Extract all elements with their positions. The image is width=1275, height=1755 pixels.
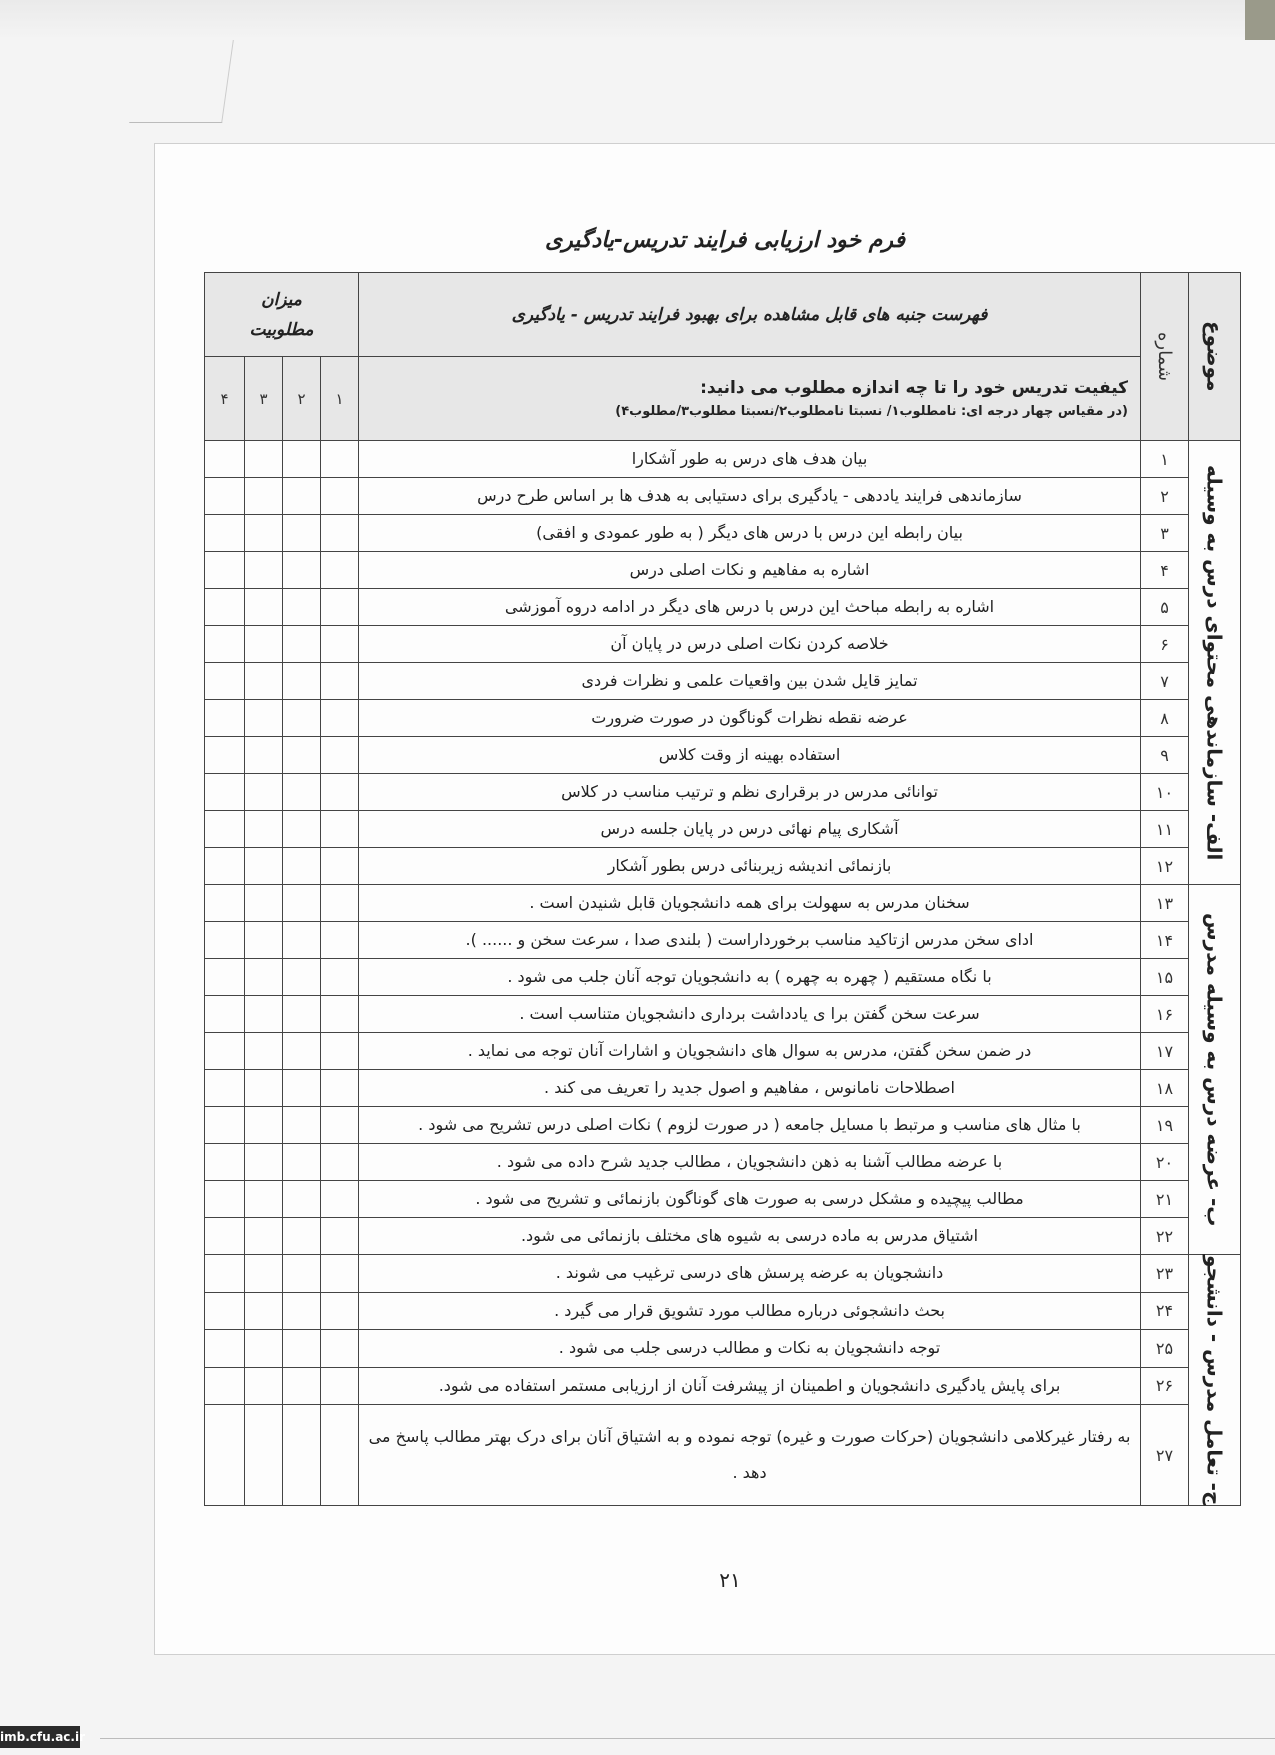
score-cell-3[interactable]: [245, 885, 283, 922]
score-cell-3[interactable]: [245, 848, 283, 885]
score-cell-1[interactable]: [321, 1330, 359, 1368]
form-title: فرم خود ارزیابی فرایند تدریس-یادگیری: [544, 228, 906, 253]
score-cell-1[interactable]: [321, 811, 359, 848]
item-number: ۲۲: [1141, 1218, 1189, 1255]
item-row: [205, 478, 1241, 515]
score-cell-4[interactable]: [205, 1292, 245, 1330]
score-cell-4[interactable]: [205, 737, 245, 774]
score-cell-2[interactable]: [283, 700, 321, 737]
item-row: [205, 996, 1241, 1033]
item-text: اصطلاحات نامانوس ، مفاهیم و اصول جدید را تعریف می کند .: [359, 1070, 1141, 1107]
score-cell-3[interactable]: [245, 478, 283, 515]
score-cell-1[interactable]: [321, 700, 359, 737]
item-row: [205, 552, 1241, 589]
item-row: [205, 663, 1241, 700]
score-cell-1[interactable]: [321, 885, 359, 922]
item-text: بیان هدف های درس به طور آشکارا: [359, 441, 1141, 478]
score-cell-4[interactable]: [205, 811, 245, 848]
score-cell-2[interactable]: [283, 959, 321, 996]
item-text: سرعت سخن گفتن برا ی یادداشت برداری دانشجویان متناسب است .: [359, 996, 1141, 1033]
site-watermark: imb.cfu.ac.ir: [0, 1726, 80, 1748]
score-cell-1[interactable]: [321, 774, 359, 811]
score-col-4: ۴: [205, 357, 245, 441]
item-row: [205, 1218, 1241, 1255]
score-cell-2[interactable]: [283, 1367, 321, 1405]
score-cell-1[interactable]: [321, 663, 359, 700]
score-cell-4[interactable]: [205, 1181, 245, 1218]
score-cell-4[interactable]: [205, 885, 245, 922]
item-row: [205, 1070, 1241, 1107]
score-col-1: ۱: [321, 357, 359, 441]
header-row-2: [205, 357, 1241, 441]
item-text: در ضمن سخن گفتن، مدرس به سوال های دانشجویان و اشارات آنان توجه می نماید .: [359, 1033, 1141, 1070]
score-cell-3[interactable]: [245, 1181, 283, 1218]
question-text: کیفیت تدریس خود را تا چه اندازه مطلوب می دانید:: [700, 378, 1129, 398]
item-text: با نگاه مستقیم ( چهره به چهره ) به دانشجویان توجه آنان جلب می شود .: [359, 959, 1141, 996]
score-cell-2[interactable]: [283, 589, 321, 626]
item-number: ۱۰: [1141, 774, 1189, 811]
item-number: ۲۱: [1141, 1181, 1189, 1218]
item-number: ۴: [1141, 552, 1189, 589]
score-cell-3[interactable]: [245, 1405, 283, 1506]
scan-top-edge: [0, 0, 1275, 40]
score-cell-1[interactable]: [321, 1255, 359, 1293]
item-number: ۳: [1141, 515, 1189, 552]
score-cell-4[interactable]: [205, 848, 245, 885]
score-cell-4[interactable]: [205, 1405, 245, 1506]
section-label: الف- سازماندهی محتوای درس به وسیله: [1202, 464, 1227, 861]
score-header: میزان مطلوبیت: [205, 273, 359, 357]
section-label: ب- عرضه درس به وسیله مدرس: [1202, 912, 1227, 1227]
item-text: استفاده بهینه از وقت کلاس: [359, 737, 1141, 774]
score-cell-4[interactable]: [205, 478, 245, 515]
score-cell-1[interactable]: [321, 1107, 359, 1144]
score-cell-4[interactable]: [205, 774, 245, 811]
score-cell-3[interactable]: [245, 589, 283, 626]
item-text: اشتیاق مدرس به ماده درسی به شیوه های مختلف بازنمائی می شود.: [359, 1218, 1141, 1255]
item-number: ۱۴: [1141, 922, 1189, 959]
item-number: ۱۱: [1141, 811, 1189, 848]
item-text: بازنمائی اندیشه زیربنائی درس بطور آشکار: [359, 848, 1141, 885]
score-cell-4[interactable]: [205, 1107, 245, 1144]
item-number: ۱۸: [1141, 1070, 1189, 1107]
score-cell-1[interactable]: [321, 1070, 359, 1107]
item-number: ۱۲: [1141, 848, 1189, 885]
score-cell-1[interactable]: [321, 515, 359, 552]
item-number: ۵: [1141, 589, 1189, 626]
score-cell-2[interactable]: [283, 441, 321, 478]
score-cell-3[interactable]: [245, 515, 283, 552]
item-number: ۱۷: [1141, 1033, 1189, 1070]
item-number: ۹: [1141, 737, 1189, 774]
score-cell-2[interactable]: [283, 1033, 321, 1070]
score-cell-4[interactable]: [205, 1367, 245, 1405]
score-cell-2[interactable]: [283, 1181, 321, 1218]
item-number: ۸: [1141, 700, 1189, 737]
item-row: [205, 1107, 1241, 1144]
score-cell-2[interactable]: [283, 996, 321, 1033]
score-cell-3[interactable]: [245, 959, 283, 996]
score-cell-3[interactable]: [245, 774, 283, 811]
score-cell-1[interactable]: [321, 1367, 359, 1405]
score-cell-4[interactable]: [205, 922, 245, 959]
item-text: برای پایش یادگیری دانشجویان و اطمینان از پیشرفت آنان از ارزیابی مستمر استفاده می شود.: [359, 1367, 1141, 1405]
score-cell-4[interactable]: [205, 1218, 245, 1255]
score-cell-4[interactable]: [205, 1330, 245, 1368]
evaluation-table: [204, 272, 1241, 1506]
scan-bottom-edge: [100, 1738, 1275, 1739]
item-text: بحث دانشجوئی درباره مطالب مورد تشویق قرار می گیرد .: [359, 1292, 1141, 1330]
item-text: توجه دانشجویان به نکات و مطالب درسی جلب می شود .: [359, 1330, 1141, 1368]
score-cell-3[interactable]: [245, 1218, 283, 1255]
score-cell-3[interactable]: [245, 700, 283, 737]
item-number: ۲۷: [1141, 1405, 1189, 1506]
score-cell-1[interactable]: [321, 1218, 359, 1255]
score-cell-1[interactable]: [321, 552, 359, 589]
score-cell-3[interactable]: [245, 626, 283, 663]
score-cell-3[interactable]: [245, 1367, 283, 1405]
score-cell-2[interactable]: [283, 1070, 321, 1107]
item-row: [205, 959, 1241, 996]
score-cell-1[interactable]: [321, 441, 359, 478]
score-cell-4[interactable]: [205, 1144, 245, 1181]
item-row: [205, 515, 1241, 552]
item-row: [205, 441, 1241, 478]
score-cell-1[interactable]: [321, 478, 359, 515]
score-cell-4[interactable]: [205, 700, 245, 737]
score-cell-2[interactable]: [283, 1107, 321, 1144]
page-number: ۲۱: [719, 1568, 741, 1592]
item-text: بیان رابطه این درس با درس های دیگر ( به طور عمودی و افقی): [359, 515, 1141, 552]
score-cell-3[interactable]: [245, 1255, 283, 1293]
item-row: [205, 885, 1241, 922]
item-row: [205, 811, 1241, 848]
item-number: ۲: [1141, 478, 1189, 515]
item-text: اشاره به رابطه مباحث این درس با درس های دیگر در ادامه دروه آموزشی: [359, 589, 1141, 626]
item-row: [205, 1367, 1241, 1405]
score-cell-4[interactable]: [205, 1255, 245, 1293]
score-cell-3[interactable]: [245, 1033, 283, 1070]
score-cell-2[interactable]: [283, 1405, 321, 1506]
score-cell-3[interactable]: [245, 1070, 283, 1107]
item-text: با مثال های مناسب و مرتبط با مسایل جامعه ( در صورت لزوم ) نکات اصلی درس تشریح می شود .: [359, 1107, 1141, 1144]
number-header: شماره: [1141, 273, 1189, 441]
section-label-cell: [1189, 885, 1241, 1255]
score-cell-4[interactable]: [205, 552, 245, 589]
score-cell-1[interactable]: [321, 848, 359, 885]
item-text: خلاصه کردن نکات اصلی درس در پایان آن: [359, 626, 1141, 663]
score-col-2: ۲: [283, 357, 321, 441]
item-text: عرضه نقطه نظرات گوناگون در صورت ضرورت: [359, 700, 1141, 737]
item-row: [205, 1405, 1241, 1506]
item-text: به رفتار غیرکلامی دانشجویان (حرکات صورت و غیره) توجه نموده و به اشتیاق آنان برای درک بهتر مطالب پاسخ می دهد .: [359, 1405, 1141, 1506]
score-cell-3[interactable]: [245, 1144, 283, 1181]
item-text: اشاره به مفاهیم و نکات اصلی درس: [359, 552, 1141, 589]
score-cell-1[interactable]: [321, 626, 359, 663]
item-row: [205, 589, 1241, 626]
item-row: [205, 1181, 1241, 1218]
score-cell-1[interactable]: [321, 1292, 359, 1330]
score-cell-2[interactable]: [283, 774, 321, 811]
score-cell-3[interactable]: [245, 441, 283, 478]
item-number: ۱۹: [1141, 1107, 1189, 1144]
item-text: مطالب پیچیده و مشکل درسی به صورت های گوناگون بازنمائی و تشریح می شود .: [359, 1181, 1141, 1218]
score-cell-4[interactable]: [205, 626, 245, 663]
item-text: تمایز قایل شدن بین واقعیات علمی و نظرات فردی: [359, 663, 1141, 700]
scan-corner-shade: [1245, 0, 1275, 40]
score-cell-1[interactable]: [321, 959, 359, 996]
score-cell-2[interactable]: [283, 922, 321, 959]
section-label-cell: [1189, 1255, 1241, 1506]
item-row: [205, 774, 1241, 811]
score-cell-2[interactable]: [283, 478, 321, 515]
score-cell-2[interactable]: [283, 552, 321, 589]
item-number: ۲۵: [1141, 1330, 1189, 1368]
score-cell-2[interactable]: [283, 737, 321, 774]
item-text: سخنان مدرس به سهولت برای همه دانشجویان قابل شنیدن است .: [359, 885, 1141, 922]
question-header: [359, 357, 1141, 441]
item-number: ۷: [1141, 663, 1189, 700]
score-cell-2[interactable]: [283, 885, 321, 922]
paper-curl: [129, 40, 234, 123]
score-cell-4[interactable]: [205, 441, 245, 478]
item-text: توانائی مدرس در برقراری نظم و ترتیب مناسب در کلاس: [359, 774, 1141, 811]
item-number: ۱: [1141, 441, 1189, 478]
item-text: دانشجویان به عرضه پرسش های درسی ترغیب می شوند .: [359, 1255, 1141, 1293]
score-cell-3[interactable]: [245, 996, 283, 1033]
score-cell-1[interactable]: [321, 1405, 359, 1506]
item-row: [205, 1330, 1241, 1368]
score-cell-4[interactable]: [205, 996, 245, 1033]
item-number: ۲۴: [1141, 1292, 1189, 1330]
score-cell-1[interactable]: [321, 922, 359, 959]
score-cell-3[interactable]: [245, 1330, 283, 1368]
score-cell-2[interactable]: [283, 1255, 321, 1293]
item-row: [205, 1292, 1241, 1330]
item-text: سازماندهی فرایند یاددهی - یادگیری برای دستیابی به هدف ها بر اساس طرح درس: [359, 478, 1141, 515]
score-cell-2[interactable]: [283, 1144, 321, 1181]
item-row: [205, 737, 1241, 774]
score-cell-2[interactable]: [283, 848, 321, 885]
scale-text: (در مقیاس چهار درجه ای: نامطلوب۱/ نسبتا نامطلوب۲/نسبتا مطلوب۳/مطلوب۴): [615, 404, 1129, 419]
item-number: ۶: [1141, 626, 1189, 663]
score-cell-4[interactable]: [205, 663, 245, 700]
score-cell-1[interactable]: [321, 1144, 359, 1181]
score-cell-1[interactable]: [321, 1181, 359, 1218]
item-text: آشکاری پیام نهائی درس در پایان جلسه درس: [359, 811, 1141, 848]
score-cell-1[interactable]: [321, 996, 359, 1033]
score-cell-4[interactable]: [205, 1070, 245, 1107]
item-text: ادای سخن مدرس ازتاکید مناسب برخورداراست ( بلندی صدا ، سرعت سخن و ...... ).: [359, 922, 1141, 959]
score-cell-3[interactable]: [245, 663, 283, 700]
score-cell-4[interactable]: [205, 515, 245, 552]
section-label-cell: [1189, 441, 1241, 885]
header-row-1: [205, 273, 1241, 357]
score-cell-2[interactable]: [283, 1292, 321, 1330]
score-cell-1[interactable]: [321, 1033, 359, 1070]
item-number: ۱۶: [1141, 996, 1189, 1033]
score-cell-1[interactable]: [321, 737, 359, 774]
score-cell-3[interactable]: [245, 552, 283, 589]
score-cell-2[interactable]: [283, 663, 321, 700]
score-cell-2[interactable]: [283, 626, 321, 663]
item-number: ۱۵: [1141, 959, 1189, 996]
item-row: [205, 848, 1241, 885]
item-row: [205, 1255, 1241, 1293]
item-text: با عرضه مطالب آشنا به ذهن دانشجویان ، مطالب جدید شرح داده می شود .: [359, 1144, 1141, 1181]
topic-header: موضوع: [1189, 273, 1241, 441]
item-row: [205, 1144, 1241, 1181]
score-cell-3[interactable]: [245, 922, 283, 959]
score-cell-2[interactable]: [283, 515, 321, 552]
score-cell-3[interactable]: [245, 1292, 283, 1330]
score-cell-1[interactable]: [321, 589, 359, 626]
item-row: [205, 922, 1241, 959]
item-number: ۲۶: [1141, 1367, 1189, 1405]
section-label: ج- تعامل مدرس - دانشجو: [1202, 1255, 1227, 1506]
score-cell-2[interactable]: [283, 1330, 321, 1368]
score-cell-3[interactable]: [245, 1107, 283, 1144]
item-number: ۱۳: [1141, 885, 1189, 922]
score-col-3: ۳: [245, 357, 283, 441]
list-title: فهرست جنبه های قابل مشاهده برای بهبود فرایند تدریس - یادگیری: [359, 273, 1141, 357]
score-cell-4[interactable]: [205, 1033, 245, 1070]
item-row: [205, 700, 1241, 737]
score-cell-4[interactable]: [205, 959, 245, 996]
item-number: ۲۰: [1141, 1144, 1189, 1181]
score-cell-2[interactable]: [283, 1218, 321, 1255]
item-number: ۲۳: [1141, 1255, 1189, 1293]
score-cell-3[interactable]: [245, 737, 283, 774]
item-row: [205, 626, 1241, 663]
score-cell-3[interactable]: [245, 811, 283, 848]
score-cell-2[interactable]: [283, 811, 321, 848]
score-cell-4[interactable]: [205, 589, 245, 626]
item-row: [205, 1033, 1241, 1070]
